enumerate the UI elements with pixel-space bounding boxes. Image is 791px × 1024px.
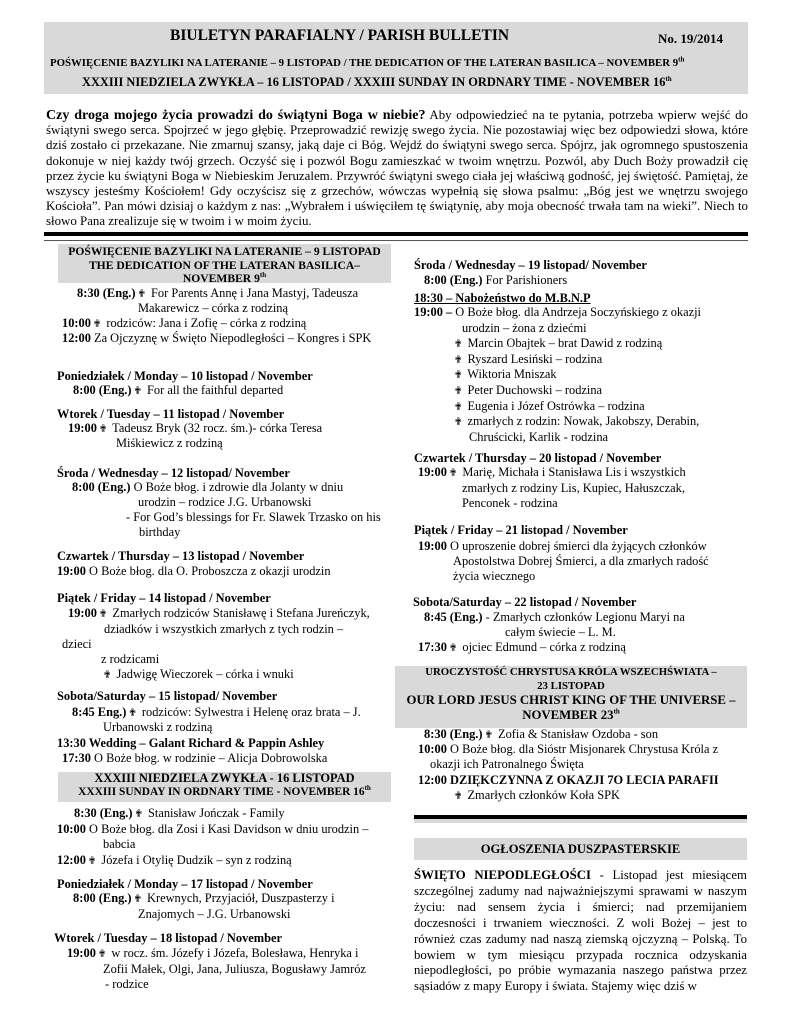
line-label: 13:30 Wedding – Galant Richard & Pappin Ashley <box>57 736 325 750</box>
line-text: O Boże błog. dla Andrzeja Soczyńskiego z okazji <box>452 305 701 319</box>
line-text: Apostolstwa Dobrej Śmierci, a dla zmarłych radość <box>453 554 709 568</box>
line-label: 19:00 – <box>414 305 453 319</box>
line-label: 18:30 – Nabożeństwo do M.B.N.P <box>414 291 591 305</box>
right-feast-box-line1: UROCZYSTOŚĆ CHRYSTUSA KRÓLA WSZECHŚWIATA – <box>425 666 717 678</box>
line-label: 19:00 <box>418 539 447 553</box>
right-col2-line <box>424 727 658 743</box>
line-label: Środa / Wednesday – 19 listopad/ November <box>414 258 647 272</box>
right-col-line <box>414 291 591 306</box>
line-label: Piątek / Friday – 14 listopad / November <box>57 591 271 605</box>
left-col-line <box>103 720 212 735</box>
right-col-line <box>452 352 602 368</box>
line-label: Czwartek / Thursday – 13 listopad / November <box>57 549 305 563</box>
line-text: Makarewicz – córka z rodziną <box>138 301 288 315</box>
right-feast-box-line4: NOVEMBER 23th <box>522 707 620 722</box>
right-col-line <box>418 640 626 656</box>
line-text: Ryszard Lesiński – rodzina <box>464 352 603 366</box>
right-col-line <box>462 481 685 496</box>
left-col-line <box>116 436 223 451</box>
left-col-line <box>68 606 370 622</box>
left-col-line <box>72 480 343 495</box>
line-label: 8:30 (Eng.) <box>77 286 136 300</box>
left-col2-line <box>57 877 313 892</box>
line-text: Znajomych – J.G. Urbanowski <box>138 907 291 921</box>
left-feast-box-line1: POŚWIĘCENIE BAZYLIKI NA LATERANIE – 9 LISTOPAD <box>68 245 381 258</box>
right-col2-line <box>418 742 718 757</box>
left-col-line <box>57 689 277 704</box>
line-text: Józefa i Otylię Dudzik – syn z rodziną <box>98 853 292 867</box>
line-text: Krewnych, Przyjaciół, Duszpasterzy i <box>143 891 335 905</box>
right-feast-box-line2: 23 LISTOPAD <box>537 679 605 692</box>
line-text: urodzin – żona z dziećmi <box>462 321 587 335</box>
line-text: ojciec Edmund – córka z rodziną <box>459 640 626 654</box>
line-text: dzieci <box>62 637 92 651</box>
line-label: 8:00 (Eng.) <box>424 273 483 287</box>
left-col2-line <box>138 907 290 922</box>
announcement-text: - Listopad jest miesiącem szczególnej zadumy nad najważniejszymi sprawami w naszym życiu: nad sensem życia i śmierci; nad przemijaniem doczesności i trwaniem wieczności. Z woli Bożej – jest to również czas zadumy nad naszą ziemską ojczyzną – Polską. To bowiem w tym miesiącu przypada rocznica odzyskania niepodległości, po próbie wymazania naszego państwa przez sąsiadów z mapy Europy i świata. Stajemy więc dziś w <box>414 868 747 994</box>
cross-icon: ✟ <box>103 670 112 681</box>
right-col-line <box>424 610 685 625</box>
line-text: życia wiecznego <box>453 569 536 583</box>
line-label: 10:00 <box>62 316 91 330</box>
right-col-line <box>453 554 709 569</box>
cross-icon: ✟ <box>133 894 142 905</box>
intro-reflection <box>46 108 748 230</box>
line-label: Poniedziałek / Monday – 10 listopad / November <box>57 369 313 383</box>
section-divider-thin <box>44 240 748 241</box>
line-text: Chruścicki, Karlik - rodzina <box>469 430 609 444</box>
announcement-independence-day <box>414 868 747 995</box>
right-col-line <box>452 367 557 383</box>
left-col2-line <box>103 837 135 852</box>
left-col-line <box>57 407 284 422</box>
left-col-line <box>62 751 327 766</box>
right-col-line <box>414 258 647 273</box>
line-text: Zmarłych członków Koła SPK <box>464 788 620 802</box>
right-col-line <box>453 569 535 584</box>
right-col-line <box>414 305 701 320</box>
right-col2-line <box>452 788 620 804</box>
left-feast-box <box>58 244 391 283</box>
line-label: 12:00 DZIĘKCZYNNA Z OKAZJI 7O LECIA PARAFII <box>418 773 719 787</box>
bulletin-number: No. 19/2014 <box>658 31 723 46</box>
left-feast-box-line3: NOVEMBER 9th <box>182 271 267 285</box>
line-text: Miśkiewicz z rodziną <box>116 436 223 450</box>
line-label: Poniedziałek / Monday – 17 listopad / November <box>57 877 313 891</box>
header-subtitle-2: XXXIII NIEDZIELA ZWYKŁA – 16 LISTOPAD / XXXIII SUNDAY IN ORDNARY TIME - NOVEMBER 16th <box>82 74 672 89</box>
left-col-line <box>57 736 324 751</box>
line-text: Za Ojczyznę w Święto Niepodległości – Kongres i SPK <box>90 331 372 345</box>
right-col-line <box>414 523 628 538</box>
left-col-line <box>57 564 331 579</box>
left-col-line <box>57 369 313 384</box>
cross-icon: ✟ <box>137 289 146 300</box>
bulletin-title: BIULETYN PARAFIALNY / PARISH BULLETIN <box>170 27 510 44</box>
left-col-line <box>104 622 343 637</box>
line-text: Stanisław Jończak - Family <box>144 806 285 820</box>
cross-icon: ✟ <box>454 791 463 802</box>
right-col-line <box>505 625 616 640</box>
left-col-line <box>57 549 304 564</box>
line-label: 17:30 <box>62 751 91 765</box>
line-text: rodziców: Sylwestra i Helenę oraz brata – J. <box>138 705 361 719</box>
cross-icon: ✟ <box>448 643 458 654</box>
line-label: Sobota/Saturday – 15 listopad/ November <box>57 689 278 703</box>
right-col-line <box>462 321 587 336</box>
cross-icon: ✟ <box>454 370 463 381</box>
line-label: 8:30 (Eng.) <box>424 727 483 741</box>
right-col2-line <box>418 773 719 788</box>
line-text: z rodzicami <box>101 652 160 666</box>
line-text: Wiktoria Mniszak <box>464 367 557 381</box>
line-text: O Boże błog. i zdrowie dla Jolanty w dniu <box>130 480 344 494</box>
announcements-divider <box>414 815 747 819</box>
line-text: Urbanowski z rodziną <box>103 720 213 734</box>
line-text: For all the faithful departed <box>143 383 284 397</box>
line-label: 19:00 <box>67 946 96 960</box>
line-text: Marię, Michała i Stanisława Lis i wszystkich <box>459 465 686 479</box>
cross-icon: ✟ <box>98 424 108 435</box>
line-text: O uproszenie dobrej śmierci dla żyjących członków <box>446 539 707 553</box>
line-text: birthday <box>139 525 181 539</box>
line-text: Zofia & Stanisław Ozdoba - son <box>494 727 659 741</box>
left-col-line <box>72 705 361 721</box>
left-col2-line <box>105 977 149 992</box>
header-subtitle-1: POŚWIĘCENIE BAZYLIKI NA LATERANIE – 9 LISTOPAD / THE DEDICATION OF THE LATERAN BASILICA – NOVEMBER 9th <box>50 55 685 69</box>
line-label: Środa / Wednesday – 12 listopad/ November <box>57 466 290 480</box>
left-col-line <box>139 525 180 540</box>
line-label: Wtorek / Tuesday – 11 listopad / November <box>57 407 285 421</box>
line-label: 19:00 <box>68 421 97 435</box>
left-col2-line <box>57 822 368 837</box>
line-text: dziadków i wszystkich zmarłych z tych rodzin – <box>104 622 344 636</box>
left-col-line <box>73 383 283 399</box>
right-col-line <box>452 336 662 352</box>
right-col-line <box>469 430 608 445</box>
line-text: rodziców: Jana i Zofię – córka z rodziną <box>103 316 307 330</box>
announcement-lead: ŚWIĘTO NIEPODLEGŁOŚCI <box>414 868 591 882</box>
line-text: całym świecie – L. M. <box>505 625 616 639</box>
cross-icon: ✟ <box>454 386 463 397</box>
right-col-line <box>418 465 686 481</box>
right-col-line <box>452 414 699 430</box>
right-col2-line <box>430 757 584 772</box>
line-label: 12:00 <box>62 331 91 345</box>
right-feast-box <box>395 666 747 728</box>
cross-icon: ✟ <box>454 402 463 413</box>
line-label: 8:45 Eng.) <box>72 705 127 719</box>
line-text: zmarłych z rodzin: Nowak, Jakobszy, Derabin, <box>464 414 700 428</box>
line-text: For Parents Annę i Jana Mastyj, Tadeusza <box>147 286 359 300</box>
cross-icon: ✟ <box>128 708 137 719</box>
right-col-line <box>452 383 602 399</box>
right-col-line <box>452 399 645 415</box>
left-col-line <box>138 301 288 316</box>
line-label: 17:30 <box>418 640 447 654</box>
line-text: urodzin – rodzice J.G. Urbanowski <box>138 495 312 509</box>
line-label: 8:00 (Eng.) <box>73 891 132 905</box>
line-text: Zmarłych rodziców Stanisławę i Stefana Jureńczyk, <box>109 606 370 620</box>
left-col-line <box>62 637 92 652</box>
cross-icon: ✟ <box>484 730 493 741</box>
cross-icon: ✟ <box>448 468 458 479</box>
right-col-line <box>418 539 707 554</box>
cross-icon: ✟ <box>92 319 102 330</box>
line-label: 10:00 <box>57 822 86 836</box>
left-col-line <box>68 421 322 437</box>
line-label: 19:00 <box>57 564 86 578</box>
line-text: Marcin Obajtek – brat Dawid z rodziną <box>464 336 663 350</box>
left-col-line <box>77 286 358 302</box>
line-text: Penconek - rodzina <box>462 496 558 510</box>
cross-icon: ✟ <box>454 355 463 366</box>
left-col-line <box>62 316 306 332</box>
right-col-line <box>414 451 661 466</box>
line-label: 8:00 (Eng.) <box>73 383 132 397</box>
line-text: For Parishioners <box>482 273 568 287</box>
left-col-line <box>57 466 290 481</box>
right-col-line <box>462 496 558 511</box>
line-text: okazji ich Patronalnego Święta <box>430 757 584 771</box>
left-col-line <box>101 652 159 667</box>
line-label: Sobota/Saturday – 22 listopad / November <box>413 595 637 609</box>
line-text: babcia <box>103 837 136 851</box>
cross-icon: ✟ <box>454 417 463 428</box>
left-sunday-box <box>58 772 391 802</box>
line-label: 19:00 <box>68 606 97 620</box>
line-label: Piątek / Friday – 21 listopad / November <box>414 523 628 537</box>
cross-icon: ✟ <box>97 949 107 960</box>
line-text: - For God’s blessings for Fr. Slawek Trzasko on his <box>126 510 381 524</box>
left-col2-line <box>57 853 292 869</box>
announcements-heading: OGŁOSZENIA DUSZPASTERSKIE <box>414 838 747 860</box>
line-text: O Boże błog. w rodzinie – Alicja Dobrowolska <box>90 751 328 765</box>
line-text: w rocz. śm. Józefy i Józefa, Bolesława, Henryka i <box>108 946 359 960</box>
right-col-line <box>413 595 636 610</box>
cross-icon: ✟ <box>133 386 142 397</box>
left-col2-line <box>74 806 285 822</box>
left-col-line <box>126 510 381 525</box>
line-text: - rodzice <box>105 977 149 991</box>
left-col2-line <box>54 931 282 946</box>
left-sunday-box-line1: XXXIII NIEDZIELA ZWYKŁA - 16 LISTOPAD <box>94 771 355 785</box>
line-text: O Boże błog. dla Zosi i Kasi Davidson w dniu urodzin – <box>85 822 369 836</box>
cross-icon: ✟ <box>454 339 463 350</box>
line-label: 8:00 (Eng.) <box>72 480 131 494</box>
cross-icon: ✟ <box>134 809 143 820</box>
line-text: Eugenia i Józef Ostrówka – rodzina <box>464 399 645 413</box>
line-label: 10:00 <box>418 742 447 756</box>
line-text: O Boże błog. dla Sióstr Misjonarek Chrystusa Króla z <box>446 742 719 756</box>
line-text: - Zmarłych członków Legionu Maryi na <box>482 610 685 624</box>
line-text: Zofii Małek, Olgi, Jana, Juliusza, Bogusławy Jamróz <box>103 962 366 976</box>
left-col-line <box>101 667 294 683</box>
line-label: 19:00 <box>418 465 447 479</box>
left-col-line <box>138 495 311 510</box>
right-col-line <box>424 273 567 288</box>
left-col2-line <box>67 946 358 962</box>
line-text: Tadeusz Bryk (32 rocz. śm.)- córka Teresa <box>109 421 323 435</box>
intro-question: Czy droga mojego życia prowadzi do świątyni Boga w niebie? <box>46 108 426 123</box>
left-col2-line <box>103 962 366 977</box>
line-text: zmarłych z rodziny Lis, Kupiec, Hałuszczak, <box>462 481 685 495</box>
left-sunday-box-line2: XXXIII SUNDAY IN ORDNARY TIME - NOVEMBER 16th <box>78 783 371 798</box>
line-text: Peter Duchowski – rodzina <box>464 383 603 397</box>
intro-body: Aby odpowiedzieć na te pytania, potrzeba wpierw wejść do świątyni swego serca. Spojrzeć w jego głębię. Przeprowadzić rewizję swego życia. Nie pozostawiaj więc bez odpowiedzi słowa, które dziś zostało ci przekazane. Nie zmarnuj szansy, jaką daje ci Bóg. Wejdź do świątyni swego serca. Spójrz, jak ogromnego spustoszenia dokonuje w niej każdy twój grzech. Oczyść się i pozwól Bogu zamieszkać w twoim wnętrzu. Pozwól, aby Duch Boży prowadził cię przez życie ku świątyni Boga w Niebieskim Jeruzalem. Przywróć świątyni swego ciała jej właściwą godność, jej świętość. Pamiętaj, że wszyscy jesteśmy Kościołem! Gdy oczyścisz się z grzechów, wówczas wypełnią się słowa psalmu: „Bóg jest we wnętrzu swojego Kościoła”. Pan mówi dzisiaj o każdym z nas: „Wybrałem i uświęciłem tę świątynię, aby moja obecność trwała tam na wieki”. Niech to słowo Pana zrealizuje się w twoim i w moim życiu. <box>46 108 748 229</box>
line-label: Czwartek / Thursday – 20 listopad / November <box>414 451 662 465</box>
cross-icon: ✟ <box>98 609 108 620</box>
cross-icon: ✟ <box>87 856 97 867</box>
section-divider <box>44 232 748 236</box>
line-label: Wtorek / Tuesday – 18 listopad / November <box>54 931 282 945</box>
line-label: 12:00 <box>57 853 86 867</box>
right-feast-box-line3: OUR LORD JESUS CHRIST KING OF THE UNIVERSE – <box>406 693 736 707</box>
left-col2-line <box>73 891 335 907</box>
left-feast-box-line2: THE DEDICATION OF THE LATERAN BASILICA– <box>88 258 361 272</box>
line-text: O Boże błog. dla O. Proboszcza z okazji urodzin <box>85 564 331 578</box>
line-label: 8:30 (Eng.) <box>74 806 133 820</box>
line-label: 8:45 (Eng.) <box>424 610 483 624</box>
left-col-line <box>62 331 371 346</box>
line-text: Jadwigę Wieczorek – córka i wnuki <box>113 667 294 681</box>
left-col-line <box>57 591 271 606</box>
